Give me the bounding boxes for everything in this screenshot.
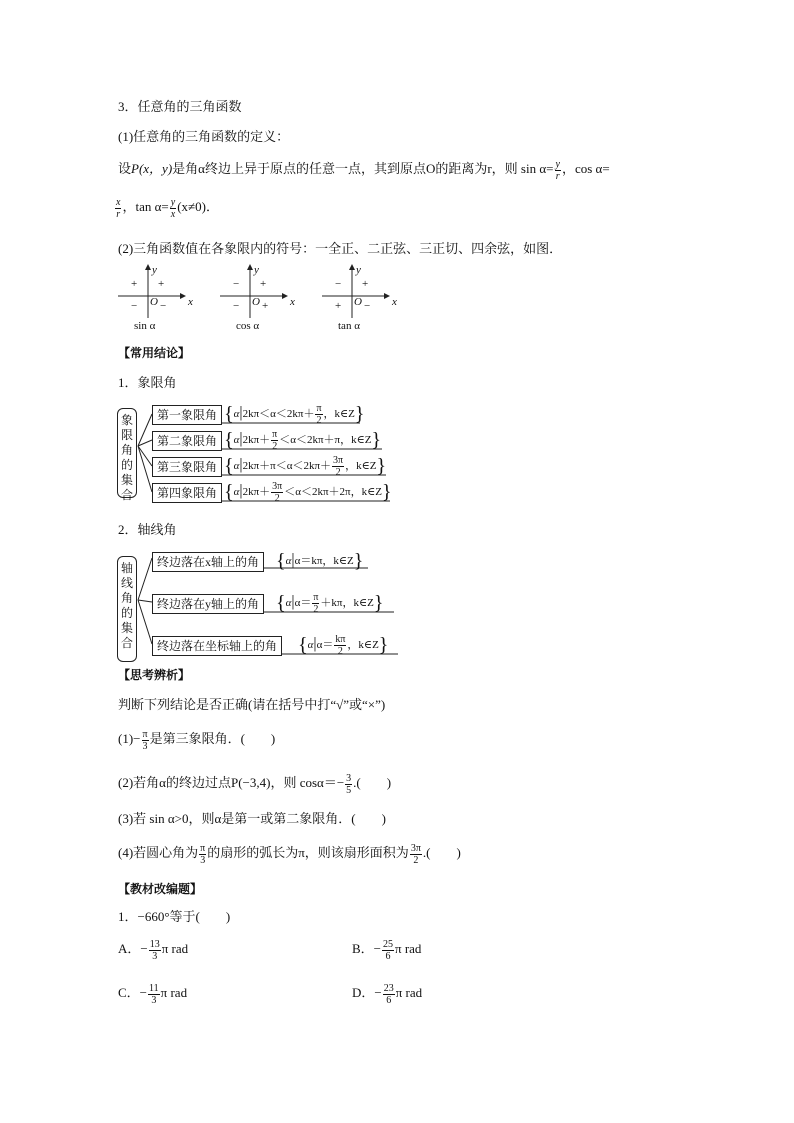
diagram-label: cos α: [236, 320, 260, 332]
origin-label: O: [150, 296, 158, 308]
set-expression: {α|2kπ＋ $\frac{\pi}{2}$ ＜α＜2kπ＋π，k∈Z}: [224, 429, 382, 452]
quadrant-1-sign: +: [158, 278, 165, 290]
set-category: 终边落在x轴上的角: [152, 552, 264, 572]
diagram-label: tan α: [338, 320, 360, 332]
quadrant-set-label: 象 限 角 的 集 合: [117, 408, 137, 498]
definition-title: (1)任意角的三角函数的定义：: [118, 129, 290, 144]
set-category: 终边落在y轴上的角: [152, 594, 264, 614]
axis-title: 2．轴线角: [118, 522, 177, 537]
quadrant-4-sign: +: [262, 300, 269, 312]
x-axis-label: x: [188, 296, 193, 308]
set-category: 第三象限角: [152, 457, 222, 477]
quadrant-3-sign: −: [131, 300, 138, 312]
set-expression: {α|α＝ $\frac{k\pi}{2}$ ，k∈Z}: [298, 634, 389, 657]
tan-fraction: $\frac{y}{x}$: [170, 196, 176, 220]
def-text-d: ，cos α=: [561, 161, 610, 176]
axis-set-label: 轴 线 角 的 集 合: [117, 556, 137, 662]
quadrant-3-sign: +: [335, 300, 342, 312]
quadrant-2-sign: +: [131, 278, 138, 290]
section-title: 3．任意角的三角函数: [118, 99, 242, 114]
signs-text: (2)三角函数值在各象限内的符号：一全正、二正弦、三正切、四余弦，如图．: [118, 241, 563, 256]
y-axis-label: y: [356, 264, 361, 276]
quadrant-title: 1．象限角: [118, 375, 177, 390]
set-category: 第一象限角: [152, 405, 222, 425]
common-heading: 【常用结论】: [118, 346, 191, 360]
think-heading: 【思考辨析】: [118, 668, 191, 682]
x-axis-label: x: [290, 296, 295, 308]
set-expression: {α|α＝ $\frac{\pi}{2}$ ＋kπ，k∈Z}: [276, 592, 384, 615]
quadrant-4-sign: −: [160, 300, 167, 312]
origin-label: O: [252, 296, 260, 308]
think-q2: (2)若角α的终边过点P(−3,4)，则 cosα＝− $\frac{3}{5}$ .( ): [118, 772, 392, 796]
quadrant-2-sign: −: [233, 278, 240, 290]
quadrant-1-sign: +: [260, 278, 267, 290]
sin-fraction: $\frac{y}{r}$: [555, 158, 560, 182]
cos-fraction: $\frac{x}{r}$: [116, 196, 121, 220]
set-category: 第二象限角: [152, 431, 222, 451]
def-text-c: 是角α终边上异于原点的任意一点，其到原点O的距离为r，则 sin α=: [172, 161, 554, 176]
option-b: B．− $\frac{25}{6}$ π rad: [352, 938, 422, 962]
set-category: 第四象限角: [152, 483, 222, 503]
y-axis-label: y: [152, 264, 157, 276]
think-instruction: 判断下列结论是否正确(请在括号中打“√”或“×”): [118, 697, 386, 712]
origin-label: O: [354, 296, 362, 308]
set-expression: {α|2kπ＜α＜2kπ＋ $\frac{\pi}{2}$ ，k∈Z}: [224, 403, 365, 426]
textbook-question: 1．−660°等于( ): [118, 909, 231, 924]
x-axis-label: x: [392, 296, 397, 308]
def-point: P(x，y): [131, 161, 173, 176]
option-c: C．− $\frac{11}{3}$ π rad: [118, 982, 188, 1006]
option-a: A．− $\frac{13}{3}$ π rad: [118, 938, 189, 962]
option-d: D．− $\frac{23}{6}$ π rad: [352, 982, 423, 1006]
def-text-tan: ，tan α=: [122, 199, 169, 214]
set-expression: {α|α＝kπ，k∈Z}: [276, 550, 364, 572]
think-q3: (3)若 sin α>0，则α是第一或第二象限角．( ): [118, 811, 386, 826]
think-q1: (1)− $\frac{\pi}{3}$ 是第三象限角．( ): [118, 728, 276, 752]
quadrant-2-sign: −: [335, 278, 342, 290]
textbook-heading: 【教材改编题】: [118, 882, 203, 896]
quadrant-4-sign: −: [364, 300, 371, 312]
def-text-end: (x≠0)．: [177, 199, 219, 214]
set-category: 终边落在坐标轴上的角: [152, 636, 282, 656]
quadrant-1-sign: +: [362, 278, 369, 290]
quadrant-3-sign: −: [233, 300, 240, 312]
y-axis-label: y: [254, 264, 259, 276]
diagram-label: sin α: [134, 320, 156, 332]
think-q4: (4)若圆心角为 $\frac{\pi}{3}$ 的扇形的弧长为π，则该扇形面积为 $\frac{3\pi}{2}$ .( ): [118, 842, 461, 866]
def-text-a: 设: [118, 161, 132, 176]
set-expression: {α|2kπ＋π＜α＜2kπ＋ $\frac{3\pi}{2}$ ，k∈Z}: [224, 455, 387, 478]
set-expression: {α|2kπ＋ $\frac{3\pi}{2}$ ＜α＜2kπ＋2π，k∈Z}: [224, 481, 392, 504]
